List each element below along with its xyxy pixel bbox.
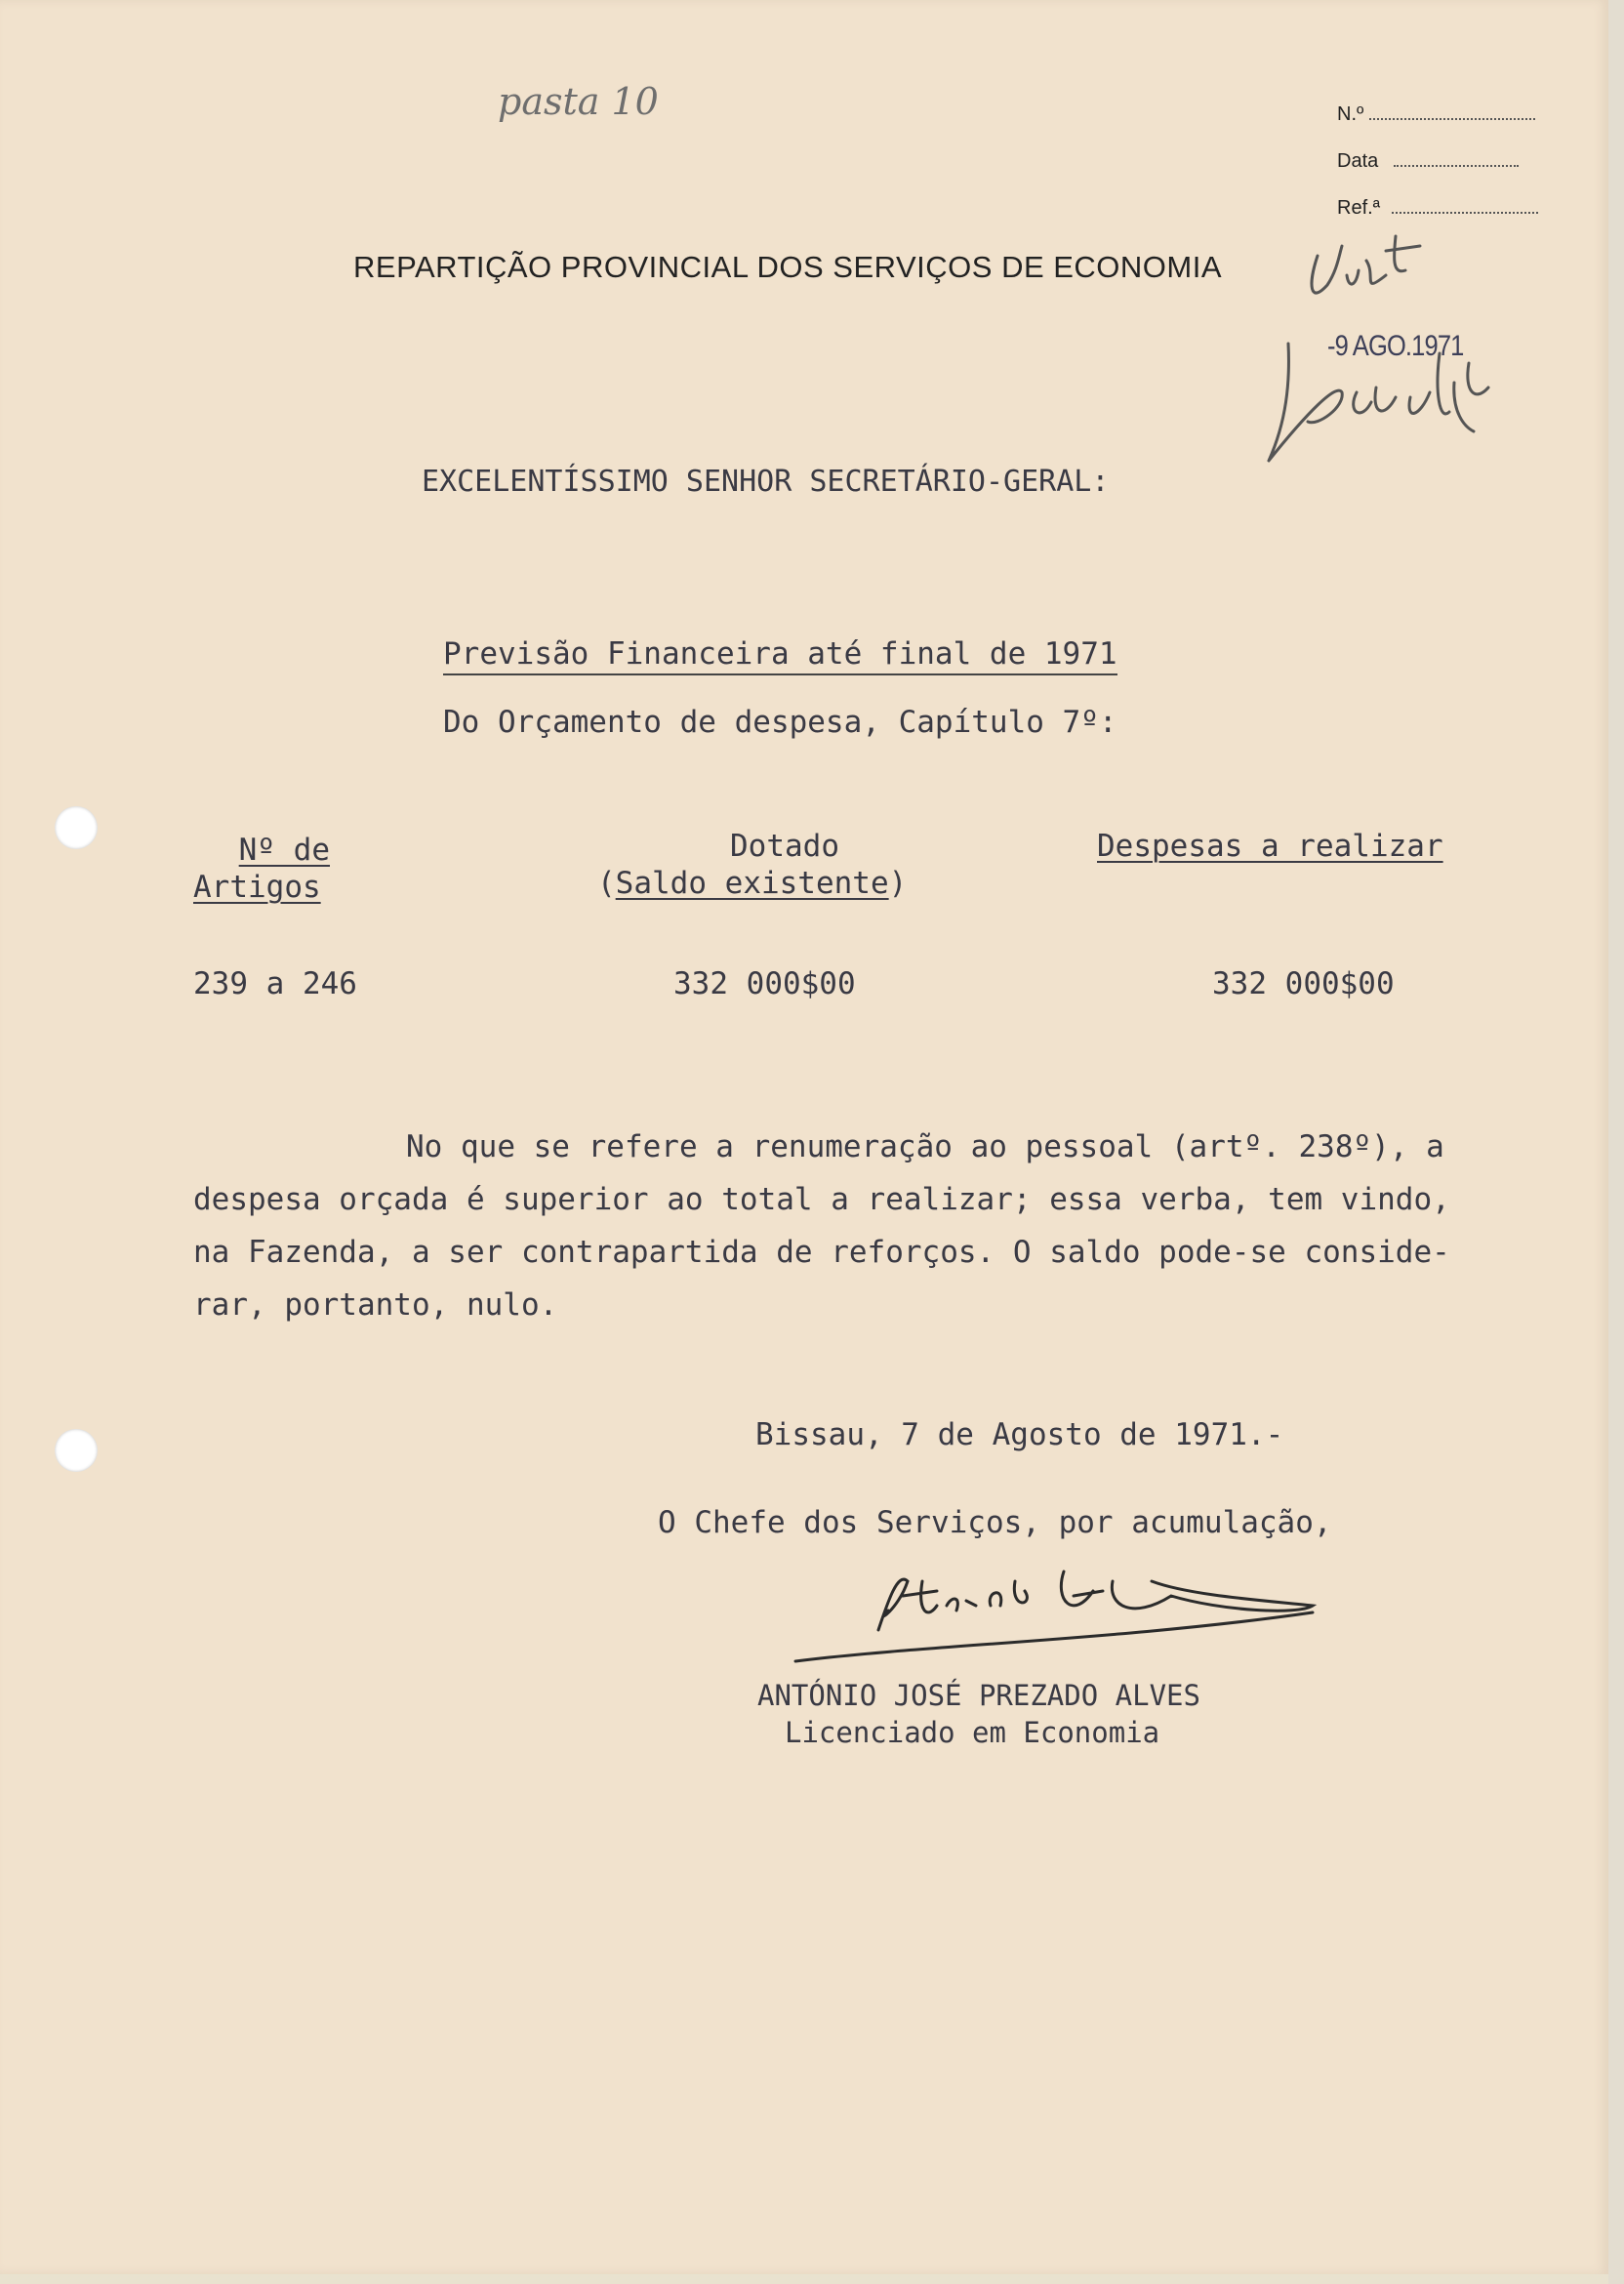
endowed-header-line2-wrap: (Saldo existente): [597, 866, 908, 901]
row-expenses-value: 332 000$00: [1212, 966, 1395, 1001]
punch-hole-top: [55, 806, 98, 849]
column-header-endowed: [597, 828, 907, 902]
column-header-articles: [193, 832, 330, 906]
row-articles-value: 239 a 246: [193, 966, 357, 1001]
office-name: REPARTIÇÃO PROVINCIAL DOS SERVIÇOS DE ECONOMIA: [353, 250, 1223, 284]
receipt-date-stamp: -9 AGO.1971: [1327, 330, 1464, 362]
signer-name: ANTÓNIO JOSÉ PREZADO ALVES: [757, 1679, 1200, 1712]
body-paragraph: [193, 1121, 1521, 1331]
visto-stroke: [1312, 236, 1420, 293]
body-line-3: na Fazenda, a ser contrapartida de reforços. O saldo pode-se conside-: [193, 1235, 1450, 1270]
body-line-1: No que se refere a renumeração ao pessoal (artº. 238º), a: [406, 1129, 1444, 1164]
signer-block: [757, 1677, 1200, 1751]
reference-label: Ref.ª: [1337, 197, 1381, 219]
signer-title: Licenciado em Economia: [785, 1716, 1160, 1749]
date-field: [1337, 150, 1519, 173]
articles-header-line1: Nº de: [238, 833, 330, 868]
salutation: EXCELENTÍSSIMO SENHOR SECRETÁRIO-GERAL:: [422, 465, 1110, 499]
date-line: [1394, 151, 1519, 167]
date-label: Data: [1337, 150, 1379, 172]
body-line-2: despesa orçada é superior ao total a realizar; essa verba, tem vindo,: [193, 1182, 1450, 1217]
reference-line: [1392, 198, 1538, 214]
body-line-4: rar, portanto, nulo.: [193, 1287, 558, 1323]
punch-hole-bottom: [55, 1429, 98, 1472]
signer-role: O Chefe dos Serviços, por acumulação,: [658, 1505, 1332, 1540]
handwritten-signature: [781, 1552, 1327, 1669]
endowed-header-line2: Saldo existente: [615, 866, 889, 901]
number-line: [1369, 104, 1535, 120]
endowed-header-line1: Dotado: [730, 829, 839, 864]
number-field: [1337, 103, 1535, 126]
row-endowed-value: 332 000$00: [673, 966, 856, 1001]
document-title: Previsão Financeira até final de 1971: [443, 636, 1117, 675]
column-header-expenses: Despesas a realizar: [1097, 829, 1443, 864]
pencil-note: pasta 10: [498, 80, 659, 123]
articles-header-line2: Artigos: [193, 870, 321, 905]
document-subtitle: Do Orçamento de despesa, Capítulo 7º:: [443, 705, 1117, 740]
signature-underline: [795, 1612, 1313, 1661]
page-edge: [1608, 0, 1624, 2284]
place-and-date: Bissau, 7 de Agosto de 1971.-: [755, 1417, 1284, 1452]
number-label: N.º: [1337, 103, 1364, 125]
